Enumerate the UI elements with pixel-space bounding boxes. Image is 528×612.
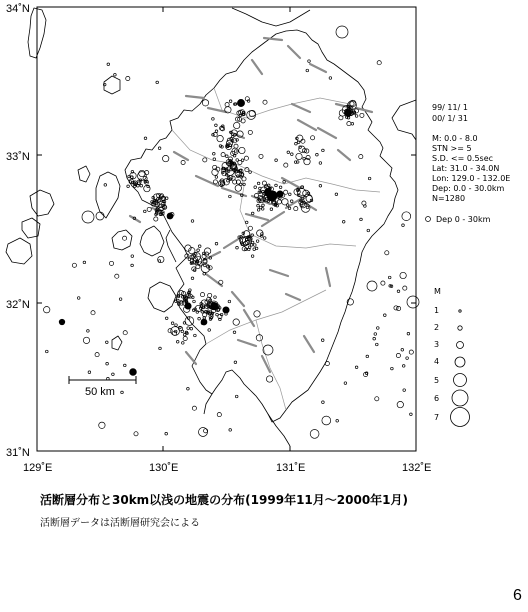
magnitude-label-2: 2 — [434, 323, 440, 332]
earthquake-epicenter — [198, 317, 201, 320]
earthquake-epicenter — [213, 153, 216, 156]
info-depth-range: Dep: 0.0 - 30.0km — [432, 184, 505, 193]
magnitude-legend-title: M — [434, 287, 441, 296]
earthquake-epicenter — [283, 181, 286, 184]
earthquake-epicenter — [96, 212, 104, 220]
earthquake-epicenter — [248, 226, 252, 230]
earthquake-epicenter — [244, 156, 248, 160]
earthquake-epicenter — [391, 367, 394, 370]
earthquake-epicenter — [197, 249, 200, 252]
info-magnitude-range: M: 0.0 - 8.0 — [432, 134, 478, 143]
earthquake-epicenter — [208, 329, 211, 332]
earthquake-epicenter — [144, 137, 147, 140]
magnitude-symbol-2 — [458, 326, 462, 330]
earthquake-epicenter — [368, 177, 371, 180]
earthquake-epicenter — [107, 63, 110, 66]
earthquake-epicenter — [407, 332, 410, 335]
info-event-count: N=1280 — [432, 194, 466, 203]
earthquake-epicenter — [137, 185, 140, 188]
earthquake-epicenter — [287, 151, 290, 154]
earthquake-epicenter — [123, 331, 127, 335]
honshu-tip — [232, 8, 310, 26]
earthquake-epicenter — [308, 60, 311, 63]
depth-legend-label: Dep 0 - 30km — [436, 215, 491, 224]
earthquake-epicenter — [329, 77, 332, 80]
lon-label-132: 132˚E — [402, 462, 432, 474]
earthquake-epicenter — [290, 200, 293, 203]
earthquake-epicenter — [376, 343, 379, 346]
earthquake-epicenter — [325, 361, 329, 365]
earthquake-epicenter — [91, 311, 95, 315]
earthquake-epicenter — [367, 229, 370, 232]
earthquake-epicenter — [291, 153, 294, 156]
earthquake-epicenter — [409, 350, 413, 354]
earthquake-epicenter — [156, 81, 159, 84]
earthquake-epicenter — [134, 432, 138, 436]
magnitude-label-4: 4 — [434, 357, 440, 366]
earthquake-epicenter — [212, 118, 215, 121]
earthquake-epicenter — [249, 171, 252, 174]
earthquake-epicenter — [261, 208, 264, 211]
earthquake-epicenter — [377, 327, 380, 330]
earthquake-epicenter — [210, 302, 217, 309]
depth-legend-symbol — [426, 217, 431, 222]
earthquake-epicenter — [245, 221, 248, 224]
info-lat-range: Lat: 31.0 - 34.0N — [432, 164, 500, 173]
earthquake-epicenter — [198, 245, 201, 248]
earthquake-epicenter — [154, 217, 158, 221]
earthquake-epicenter — [88, 371, 91, 374]
earthquake-epicenter — [362, 201, 366, 205]
earthquake-epicenter — [131, 264, 134, 267]
earthquake-epicenter — [130, 369, 137, 376]
active-faults — [130, 38, 372, 372]
earthquake-epicenter — [176, 341, 179, 344]
earthquake-epicenter — [367, 281, 377, 291]
earthquake-epicenter — [201, 319, 207, 325]
earthquake-epicenter — [257, 182, 260, 185]
earthquake-epicenter — [366, 355, 369, 358]
earthquake-epicenter — [410, 413, 413, 416]
earthquake-epicenter — [223, 307, 229, 313]
earthquake-epicenter — [228, 300, 231, 303]
earthquake-epicenter — [360, 218, 363, 221]
earthquake-epicenter — [194, 334, 197, 337]
magnitude-symbol-3 — [457, 342, 464, 349]
amakusa-islands — [148, 282, 176, 312]
earthquake-epicenter — [83, 261, 86, 264]
earthquake-epicenter — [355, 115, 358, 118]
magnitude-symbol-1 — [459, 310, 461, 312]
kaimon-coast — [204, 394, 212, 414]
earthquake-epicenter — [235, 150, 238, 153]
earthquake-epicenter — [221, 153, 225, 157]
earthquake-epicenter — [256, 335, 262, 341]
earthquake-epicenter — [254, 244, 257, 247]
magnitude-label-3: 3 — [434, 340, 440, 349]
earthquake-epicenter — [238, 160, 242, 164]
magnitude-label-5: 5 — [434, 376, 440, 385]
scale-bar — [69, 376, 136, 398]
earthquake-epicenter — [263, 345, 273, 355]
magnitude-legend — [434, 287, 470, 427]
earthquake-epicenter — [284, 190, 288, 194]
earthquake-epicenter — [306, 69, 309, 72]
lat-label-31: 31˚N — [6, 447, 30, 459]
earthquake-epicenter — [296, 153, 302, 159]
earthquake-epicenter — [294, 207, 298, 211]
earthquake-epicenter — [237, 99, 244, 106]
iki-island — [104, 76, 120, 94]
earthquake-epicenter — [46, 350, 49, 353]
earthquake-epicenter — [275, 159, 278, 162]
prefecture-boundaries — [172, 88, 380, 410]
earthquake-epicenter — [144, 210, 147, 213]
earthquake-epicenter — [183, 336, 187, 340]
earthquake-epicenter — [322, 149, 325, 152]
earthquake-epicenter — [397, 401, 403, 407]
magnitude-symbol-5 — [454, 374, 467, 387]
earthquake-epicenter — [299, 146, 305, 152]
earthquake-epicenter — [322, 401, 325, 404]
earthquake-epicenter — [306, 206, 309, 209]
earthquake-epicenter — [106, 341, 109, 344]
earthquake-epicenter — [204, 264, 207, 267]
goto-northern — [30, 190, 54, 216]
earthquake-epicenter — [182, 342, 185, 345]
earthquake-epicenter — [403, 286, 407, 290]
earthquake-epicenter — [335, 193, 338, 196]
earthquake-epicenter — [191, 277, 194, 280]
earthquake-epicenter — [191, 220, 194, 223]
magnitude-label-1: 1 — [434, 306, 440, 315]
earthquake-epicenter — [213, 180, 217, 184]
earthquake-epicenter — [212, 169, 218, 175]
earthquake-epicenter — [262, 181, 266, 185]
earthquake-epicenter — [248, 130, 252, 134]
earthquake-epicenter — [226, 155, 229, 158]
earthquake-epicenter — [200, 293, 204, 297]
lat-label-32: 32˚N — [6, 299, 30, 311]
earthquake-epicenter — [266, 376, 272, 382]
earthquake-epicenter — [311, 136, 315, 140]
earthquake-epicenter — [279, 186, 282, 189]
earthquake-epicenter — [407, 296, 419, 308]
earthquake-epicenter — [168, 329, 172, 333]
earthquake-epicenter — [99, 422, 105, 428]
longitude-labels — [23, 462, 431, 474]
earthquake-epicenter — [187, 388, 190, 391]
coastlines — [6, 8, 416, 446]
lat-label-33: 33˚N — [6, 151, 30, 163]
earthquake-epicenter — [397, 290, 400, 293]
earthquake-epicenter — [215, 242, 218, 245]
earthquake-epicenter — [251, 255, 254, 258]
earthquake-epicenter — [217, 135, 223, 141]
earthquake-epicenter — [140, 184, 143, 187]
magnitude-label-6: 6 — [434, 394, 440, 403]
figure-caption: 活断層分布と30km以浅の地震の分布(1999年11月～2000年1月) — [40, 493, 408, 507]
page-number: 6 — [513, 587, 522, 604]
earthquake-epicenter — [381, 281, 385, 285]
earthquake-epicenter — [214, 296, 217, 299]
earthquake-epicenter — [289, 193, 292, 196]
info-date-end: 00/ 1/ 31 — [432, 114, 468, 123]
earthquake-epicenter — [402, 224, 405, 227]
earthquake-epicenter — [225, 103, 229, 107]
earthquake-epicenter — [360, 113, 364, 117]
earthquake-epicenter — [239, 147, 245, 153]
earthquake-epicenter — [288, 207, 291, 210]
earthquake-epicenter — [384, 314, 387, 317]
earthquake-epicenter — [319, 162, 322, 165]
earthquake-epicenter — [402, 365, 405, 368]
magnitude-symbol-7 — [451, 408, 470, 427]
earthquake-epicenter — [282, 199, 288, 205]
earthquake-epicenter — [104, 184, 107, 187]
earthquake-epicenter — [344, 382, 347, 385]
earthquake-epicenter — [229, 100, 232, 103]
ikitsuki-hirado — [78, 166, 90, 182]
earthquake-epicenter — [163, 155, 169, 161]
earthquake-epicenter — [400, 272, 406, 278]
earthquake-epicenter — [396, 353, 400, 357]
earthquake-epicenter — [310, 430, 319, 439]
earthquake-epicenter — [351, 123, 354, 126]
earthquake-epicenter — [171, 322, 174, 325]
earthquake-epicenter — [254, 311, 260, 317]
earthquake-epicenter — [167, 213, 173, 219]
earthquake-epicenter — [165, 432, 168, 435]
earthquake-epicenter — [229, 429, 232, 432]
earthquake-epicenter — [295, 142, 298, 145]
earthquake-epicenter — [406, 357, 409, 360]
earthquake-epicenter — [257, 209, 260, 212]
earthquake-epicenter — [158, 147, 161, 150]
earthquake-epicenter — [59, 319, 65, 325]
earthquake-epicenter — [401, 349, 404, 352]
earthquake-epicenter — [215, 124, 218, 127]
earthquake-epicenter — [359, 155, 363, 159]
earthquake-epicenter — [297, 135, 303, 141]
info-panel — [426, 103, 511, 224]
earthquake-epicenter — [254, 186, 257, 189]
lon-label-129: 129˚E — [23, 462, 53, 474]
earthquake-epicenter — [319, 185, 322, 188]
earthquake-epicenter — [277, 200, 281, 204]
earthquake-epicenter — [275, 184, 278, 187]
earthquake-epicenter — [124, 364, 127, 367]
earthquake-epicenter — [235, 185, 241, 191]
earthquake-epicenter — [181, 160, 185, 164]
earthquake-epicenter — [385, 251, 389, 255]
earthquake-epicenter — [77, 297, 80, 300]
info-date-start: 99/ 11/ 1 — [432, 103, 468, 112]
earthquake-epicenter — [216, 313, 219, 316]
earthquake-epicenter — [192, 406, 196, 410]
nagasaki-peninsula — [112, 230, 132, 250]
earthquake-epicenter — [234, 144, 238, 148]
earthquake-epicenter — [236, 246, 239, 249]
earthquake-epicenter — [44, 307, 50, 313]
earthquake-epicenter — [402, 212, 411, 221]
shimabara-peninsula — [140, 226, 164, 256]
earthquake-epicenter — [106, 362, 109, 365]
earthquake-epicenter — [355, 366, 358, 369]
earthquake-epicenter — [199, 428, 208, 437]
earthquake-epicenter — [253, 248, 256, 251]
earthquake-epicenter — [193, 300, 196, 303]
figure-source-note: 活断層データは活断層研究会による — [40, 518, 200, 529]
earthquake-epicenter — [235, 395, 238, 398]
earthquake-epicenter — [72, 263, 76, 267]
earthquake-epicenter — [131, 255, 134, 258]
earthquake-epicenter — [229, 195, 232, 198]
earthquake-epicenter — [227, 179, 230, 182]
lon-label-131: 131˚E — [276, 462, 306, 474]
magnitude-symbol-6 — [452, 390, 468, 406]
earthquake-epicenter — [339, 116, 343, 120]
earthquake-epicenter — [256, 240, 259, 243]
earthquake-epicenter — [344, 109, 351, 116]
earthquake-epicenter — [262, 204, 265, 207]
earthquake-epicenter — [190, 327, 193, 330]
earthquake-epicenter — [347, 122, 351, 126]
earthquake-epicenter — [233, 319, 239, 325]
earthquake-epicenter — [263, 237, 266, 240]
earthquake-epicenter — [123, 236, 127, 240]
earthquake-epicenter — [127, 185, 130, 188]
earthquake-epicenter — [388, 276, 391, 279]
earthquake-epicenter — [203, 158, 207, 162]
earthquake-epicenter — [119, 298, 122, 301]
earthquake-epicenter — [250, 244, 253, 247]
earthquake-epicenter — [263, 100, 267, 104]
earthquake-epicenter — [242, 247, 246, 251]
earthquake-epicenter — [215, 176, 218, 179]
earthquake-epicenter — [394, 306, 398, 310]
lon-label-130: 130˚E — [149, 462, 179, 474]
earthquake-epicenter — [277, 191, 283, 197]
earthquake-epicenter — [95, 353, 99, 357]
earthquake-epicenter — [284, 163, 288, 167]
earthquake-epicenter — [121, 391, 124, 394]
earthquake-epicenter — [165, 317, 168, 320]
earthquake-epicenter — [374, 333, 377, 336]
earthquake-epicenter — [112, 373, 115, 376]
earthquake-epicenter — [336, 420, 339, 423]
earthquake-epicenter — [204, 248, 210, 254]
earthquake-epicenter — [259, 154, 263, 158]
earthquake-epicenter — [251, 212, 254, 215]
earthquake-epicenter — [377, 61, 381, 65]
earthquake-epicenter — [175, 324, 178, 327]
earthquake-epicenter — [202, 100, 208, 106]
earthquake-epicenter — [83, 337, 89, 343]
earthquake-epicenter — [233, 331, 236, 334]
info-lon-range: Lon: 129.0 - 132.0E — [432, 174, 511, 183]
earthquake-epicenter — [159, 347, 162, 350]
earthquake-epicenter — [217, 413, 221, 417]
earthquake-epicenter — [187, 327, 190, 330]
saikai-coast — [96, 172, 120, 218]
earthquake-epicenter — [321, 339, 324, 342]
info-station-count: STN >= 5 — [432, 144, 472, 153]
earthquake-epicenter — [322, 416, 331, 425]
earthquake-epicenter — [147, 207, 151, 211]
koshiki-islands — [112, 336, 122, 350]
earthquake-epicenter — [114, 74, 117, 77]
earthquake-epicenter — [336, 26, 348, 38]
earthquake-epicenter — [234, 122, 240, 128]
latitude-labels — [6, 3, 30, 459]
earthquake-epicenter — [342, 221, 345, 224]
lat-label-34: 34˚N — [6, 3, 30, 15]
magnitude-label-7: 7 — [434, 413, 440, 422]
earthquake-epicenter — [87, 330, 90, 333]
earthquake-epicenter — [375, 397, 379, 401]
magnitude-symbol-4 — [455, 357, 465, 367]
earthquake-epicenter — [234, 361, 237, 364]
goto-fukue — [6, 238, 32, 264]
earthquake-epicenter — [306, 195, 312, 201]
shikoku-southwest — [392, 100, 416, 140]
earthquake-epicenter — [270, 208, 273, 211]
earthquake-epicenter — [208, 293, 212, 297]
earthquake-epicenter — [185, 303, 191, 309]
earthquake-epicenter — [115, 274, 119, 278]
earthquake-epicenter — [403, 389, 406, 392]
earthquake-epicenter — [82, 211, 94, 223]
earthquake-epicenter — [126, 76, 130, 80]
earthquake-epicenter — [264, 188, 271, 195]
earthquake-epicenter — [109, 261, 113, 265]
earthquake-epicenter — [257, 204, 260, 207]
earthquake-epicenter — [188, 258, 191, 261]
earthquake-epicenter — [316, 153, 319, 156]
earthquake-epicenter — [373, 337, 376, 340]
scale-bar-label: 50 km — [85, 386, 115, 398]
info-std-dev: S.D. <= 0.5sec — [432, 154, 494, 163]
